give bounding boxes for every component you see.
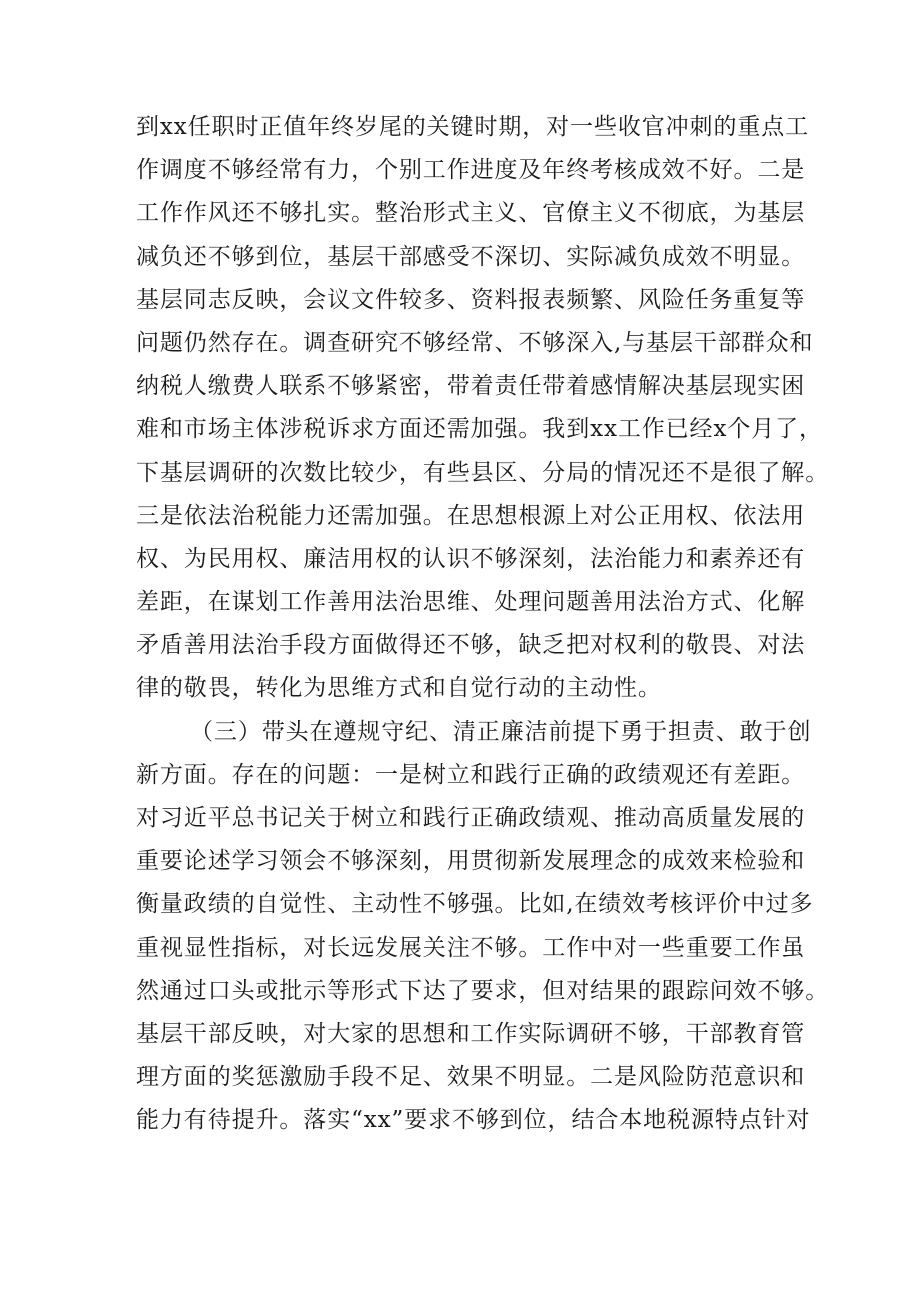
text-line: 难和市场主体涉税诉求方面还需加强。我到xx工作已经x个月了，	[136, 416, 823, 443]
text-line: 下基层调研的次数比较少，有些县区、分局的情况还不是很了解。	[136, 459, 830, 486]
text-line: 到xx任职时正值年终岁尾的关键时期，对一些收官冲刺的重点工	[136, 114, 810, 140]
text-line: 作调度不够经常有力，个别工作进度及年终考核成效不好。二是	[136, 157, 806, 184]
text-line: 问题仍然存在。调查研究不够经常、不够深入,与基层干部群众和	[136, 329, 814, 356]
text-line: 基层干部反映，对大家的思想和工作实际调研不够，干部教育管	[136, 1020, 806, 1047]
text-line: 理方面的奖惩激励手段不足、效果不明显。二是风险防范意识和	[136, 1064, 806, 1091]
text-line: 能力有待提升。落实“xx”要求不够到位，结合本地税源特点针对	[136, 1107, 811, 1134]
text-line: 三是依法治税能力还需加强。在思想根源上对公正用权、依法用	[136, 502, 806, 529]
text-line: 工作作风还不够扎实。整治形式主义、官僚主义不彻底，为基层	[136, 200, 806, 227]
text-line: 基层同志反映，会议文件较多、资料报表频繁、风险任务重复等	[136, 286, 806, 313]
text-line: 减负还不够到位，基层干部感受不深切、实际减负成效不明显。	[136, 243, 806, 270]
text-line: 律的敬畏，转化为思维方式和自觉行动的主动性。	[136, 675, 662, 702]
text-line: 对习近平总书记关于树立和践行正确政绩观、推动高质量发展的	[136, 805, 806, 831]
text-line: 差距，在谋划工作善用法治思维、处理问题善用法治方式、化解	[136, 589, 806, 616]
text-line: 纳税人缴费人联系不够紧密，带着责任带着感情解决基层现实困	[136, 373, 806, 400]
text-line: 新方面。存在的问题：一是树立和践行正确的政绩观还有差距。	[136, 761, 806, 788]
text-line: 矛盾善用法治手段方面做得还不够，缺乏把对权利的敬畏、对法	[136, 632, 806, 659]
text-line: 重要论述学习领会不够深刻，用贯彻新发展理念的成效来检验和	[136, 848, 806, 875]
text-line: 衡量政绩的自觉性、主动性不够强。比如,在绩效考核评价中过多	[136, 891, 814, 918]
body-text	[136, 106, 830, 1143]
section-heading-line: （三）带头在遵规守纪、清正廉洁前提下勇于担责、敢于创	[190, 718, 812, 745]
text-line: 然通过口头或批示等形式下达了要求，但对结果的跟踪问效不够。	[136, 977, 830, 1004]
text-line: 重视显性指标，对长远发展关注不够。工作中对一些重要工作虽	[136, 934, 806, 961]
text-line: 权、为民用权、廉洁用权的认识不够深刻，法治能力和素养还有	[136, 545, 806, 572]
